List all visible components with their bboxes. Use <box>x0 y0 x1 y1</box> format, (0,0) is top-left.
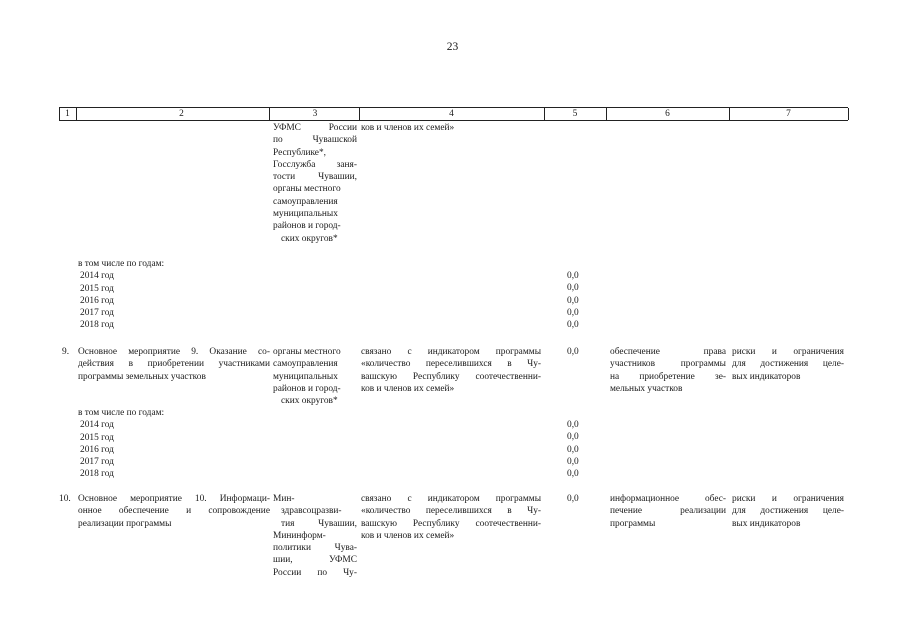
year-label: 2014 год <box>80 271 114 282</box>
cell-line: муниципальных <box>273 209 338 220</box>
header-col-1: 1 <box>65 109 70 119</box>
year-label: 2017 год <box>80 308 114 319</box>
cell-line: программы <box>610 518 656 529</box>
cell-line: ков и членов их семей» <box>361 383 455 394</box>
cell-line: политики Чува- <box>273 543 357 554</box>
cell-line: тости Чувашии, <box>273 172 357 183</box>
cell-line: «количество переселившихся в Чу- <box>361 506 541 517</box>
cell-line: программы земельных участков <box>78 371 206 382</box>
cell-line: ских округов* <box>281 233 338 244</box>
cell-line: УФМС России <box>273 123 357 133</box>
year-amount: 0,0 <box>567 295 579 306</box>
cell-line: связано с индикатором программы <box>361 347 541 357</box>
cell-line: действия в приобретении участниками <box>78 359 270 370</box>
cell-line: онное обеспечение и сопровождение <box>78 506 270 517</box>
row10-col7-cell <box>732 493 844 530</box>
row9-number: 9. <box>62 347 70 357</box>
year-label: 2016 год <box>80 444 114 455</box>
years-label: в том числе по годам: <box>78 408 165 418</box>
cell-line: районов и город- <box>273 221 341 232</box>
header-col-7: 7 <box>786 109 791 119</box>
year-label: 2015 год <box>80 283 114 294</box>
cell-line: самоуправления <box>273 359 338 370</box>
row9-col2-cell <box>78 346 270 383</box>
cell-line: шии, УФМС <box>273 555 357 566</box>
year-label: 2014 год <box>80 420 114 431</box>
cell-line: на приобретение зе- <box>610 371 726 382</box>
cont-years-block <box>78 258 258 332</box>
row10-col4-cell <box>361 493 541 542</box>
cell-line: тия Чувашии, <box>281 518 357 529</box>
header-col-3: 3 <box>312 109 318 119</box>
year-amount: 0,0 <box>567 469 579 480</box>
year-amount: 0,0 <box>567 307 579 318</box>
cell-line: Основное мероприятие 10. Информаци- <box>78 494 270 504</box>
cell-line: ков и членов их семей» <box>361 530 455 541</box>
cell-line: органы местного <box>273 347 341 357</box>
cont-col4-cell <box>361 122 541 134</box>
row10-col3-cell <box>273 493 357 579</box>
cell-line: вашскую Республику соотечественни- <box>361 518 541 529</box>
cell-line: Мин- <box>273 494 295 504</box>
cell-line: вашскую Республику соотечественни- <box>361 371 541 382</box>
row9-col7-cell <box>732 346 844 383</box>
row9-col5-cell: 0,0 <box>567 347 579 357</box>
year-label: 2018 год <box>80 320 114 331</box>
cell-line: муниципальных <box>273 371 338 382</box>
cell-line: реализации программы <box>78 518 172 529</box>
cell-line: по Чувашской <box>273 135 357 146</box>
cell-line: Мининформ- <box>273 530 326 541</box>
row9-col3-cell <box>273 346 357 407</box>
year-amount: 0,0 <box>567 271 579 281</box>
row9-amounts <box>567 419 587 480</box>
cell-line: самоуправления <box>273 196 338 207</box>
year-amount: 0,0 <box>567 444 579 455</box>
row10-col6-cell <box>610 493 726 530</box>
cell-line: для достижения целе- <box>732 506 844 517</box>
cell-line: «количество переселившихся в Чу- <box>361 359 541 370</box>
table-header <box>59 107 848 121</box>
row9-col4-cell <box>361 346 541 395</box>
cont-amounts <box>567 270 587 331</box>
cell-line: обеспечение права <box>610 347 726 357</box>
row10-col2-cell <box>78 493 270 530</box>
cell-line: вых индикаторов <box>732 371 801 382</box>
cell-line: ских округов* <box>281 396 338 407</box>
cell-line: здравсоцразви- <box>281 506 342 517</box>
year-amount: 0,0 <box>567 456 579 467</box>
row10-col5-cell: 0,0 <box>567 494 579 504</box>
cell-line: печение реализации <box>610 506 726 517</box>
cell-line: риски и ограничения <box>732 494 844 504</box>
cell-line: районов и город- <box>273 383 341 394</box>
cell-line: Госслужба заня- <box>273 159 357 170</box>
year-label: 2015 год <box>80 432 114 443</box>
cell-line: связано с индикатором программы <box>361 494 541 504</box>
cell-line: вых индикаторов <box>732 518 801 529</box>
header-col-5: 5 <box>572 109 578 119</box>
cell-line: ков и членов их семей» <box>361 123 455 133</box>
header-col-6: 6 <box>665 109 670 119</box>
year-label: 2016 год <box>80 295 114 306</box>
cell-line: риски и ограничения <box>732 347 844 357</box>
year-amount: 0,0 <box>567 283 579 294</box>
cell-line: Республике*, <box>273 147 326 158</box>
row9-years-block <box>78 407 258 481</box>
year-amount: 0,0 <box>567 432 579 443</box>
year-label: 2018 год <box>80 469 114 480</box>
cell-line: информационное обес- <box>610 494 726 504</box>
header-col-4: 4 <box>449 109 454 119</box>
col-divider <box>848 108 849 120</box>
cell-line: мельных участков <box>610 383 683 394</box>
cell-line: Основное мероприятие 9. Оказание со- <box>78 347 270 357</box>
cell-line: участников программы <box>610 359 726 370</box>
year-amount: 0,0 <box>567 420 579 430</box>
header-col-2: 2 <box>179 109 184 119</box>
row10-number: 10. <box>59 494 71 504</box>
cell-line: для достижения целе- <box>732 359 844 370</box>
years-label: в том числе по годам: <box>78 259 165 269</box>
year-label: 2017 год <box>80 457 114 468</box>
page-number: 23 <box>446 41 459 53</box>
cell-line: органы местного <box>273 184 341 195</box>
cell-line: России по Чу- <box>273 567 357 578</box>
row9-col6-cell <box>610 346 726 395</box>
cont-col3-cell <box>273 122 357 245</box>
year-amount: 0,0 <box>567 320 579 331</box>
